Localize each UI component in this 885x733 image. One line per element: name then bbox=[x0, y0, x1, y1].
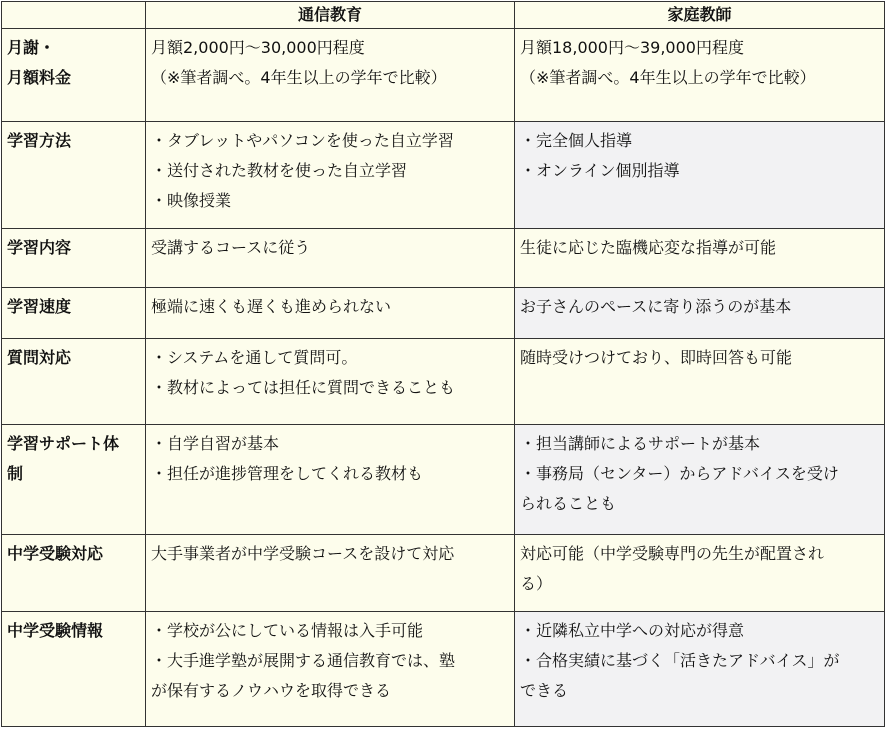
cell-correspondence bbox=[146, 122, 515, 229]
cell-home-tutor bbox=[515, 535, 885, 612]
table-row bbox=[2, 612, 885, 727]
row-label bbox=[2, 425, 146, 535]
row-label-line: 学習内容 bbox=[7, 238, 72, 257]
cell-line: 月額2,000円〜30,000円程度 bbox=[151, 38, 365, 57]
cell-line: 月額18,000円〜39,000円程度 bbox=[520, 38, 744, 57]
cell-line: ・近隣私立中学への対応が得意 bbox=[520, 621, 745, 640]
row-label bbox=[2, 29, 146, 122]
cell-line: ・学校が公にしている情報は入手可能 bbox=[151, 621, 424, 640]
cell-line: ・完全個人指導 bbox=[520, 131, 633, 150]
cell-correspondence bbox=[146, 229, 515, 288]
table-row bbox=[2, 122, 885, 229]
cell-line: ・事務局（センター）からアドバイスを受け bbox=[520, 464, 839, 483]
cell-line: ・教材によっては担任に質問できることも bbox=[151, 378, 456, 397]
row-label-line: 月額料金 bbox=[7, 68, 72, 87]
cell-line: できる bbox=[520, 681, 569, 700]
header-correspondence-education: 通信教育 bbox=[146, 2, 515, 29]
row-label-line: 学習速度 bbox=[7, 297, 72, 316]
row-label-line: 制 bbox=[7, 464, 24, 483]
cell-home-tutor bbox=[515, 229, 885, 288]
row-label-line: 中学受験対応 bbox=[7, 544, 104, 563]
table-row bbox=[2, 535, 885, 612]
cell-line: ・タブレットやパソコンを使った自立学習 bbox=[151, 131, 454, 150]
comparison-table bbox=[1, 1, 885, 727]
row-label bbox=[2, 535, 146, 612]
header-row bbox=[2, 2, 885, 29]
cell-correspondence bbox=[146, 288, 515, 339]
row-label bbox=[2, 288, 146, 339]
cell-line: ・合格実績に基づく「活きたアドバイス」が bbox=[520, 651, 840, 670]
cell-line: ・映像授業 bbox=[151, 191, 232, 210]
cell-line: ・担任が進捗管理をしてくれる教材も bbox=[151, 464, 424, 483]
cell-home-tutor bbox=[515, 425, 885, 535]
cell-home-tutor bbox=[515, 288, 885, 339]
cell-home-tutor bbox=[515, 612, 885, 727]
cell-line: ・オンライン個別指導 bbox=[520, 161, 680, 180]
cell-line: ・大手進学塾が展開する通信教育では、塾 bbox=[151, 651, 456, 670]
header-corner bbox=[2, 2, 146, 29]
cell-correspondence bbox=[146, 612, 515, 727]
cell-line: 随時受けつけており、即時回答も可能 bbox=[520, 348, 793, 367]
row-label-line: 学習方法 bbox=[7, 131, 72, 150]
row-label bbox=[2, 229, 146, 288]
cell-home-tutor bbox=[515, 122, 885, 229]
cell-line: られることも bbox=[520, 494, 617, 513]
row-label bbox=[2, 612, 146, 727]
table-row bbox=[2, 229, 885, 288]
cell-line: 大手事業者が中学受験コースを設けて対応 bbox=[151, 544, 455, 563]
table-row bbox=[2, 425, 885, 535]
cell-line: が保有するノウハウを取得できる bbox=[151, 681, 392, 700]
row-label-line: 学習サポート体 bbox=[7, 434, 120, 453]
cell-home-tutor bbox=[515, 29, 885, 122]
row-label-line: 中学受験情報 bbox=[7, 621, 104, 640]
cell-line: 生徒に応じた臨機応変な指導が可能 bbox=[520, 238, 777, 257]
cell-line: 受講するコースに従う bbox=[151, 238, 311, 257]
cell-line: ・送付された教材を使った自立学習 bbox=[151, 161, 408, 180]
cell-correspondence bbox=[146, 535, 515, 612]
cell-line: る） bbox=[520, 574, 553, 593]
cell-line: ・担当講師によるサポートが基本 bbox=[520, 434, 761, 453]
cell-line: お子さんのペースに寄り添うのが基本 bbox=[520, 297, 792, 316]
cell-line: 対応可能（中学受験専門の先生が配置され bbox=[520, 544, 825, 563]
cell-line: ・システムを通して質問可。 bbox=[151, 348, 358, 367]
row-label bbox=[2, 339, 146, 425]
cell-correspondence bbox=[146, 425, 515, 535]
cell-line: 極端に速くも遅くも進められない bbox=[151, 297, 392, 316]
table-row bbox=[2, 288, 885, 339]
cell-correspondence bbox=[146, 339, 515, 425]
table-row bbox=[2, 339, 885, 425]
cell-correspondence bbox=[146, 29, 515, 122]
row-label-line: 質問対応 bbox=[7, 348, 72, 367]
cell-line: ・自学自習が基本 bbox=[151, 434, 280, 453]
table-row bbox=[2, 29, 885, 122]
cell-home-tutor bbox=[515, 339, 885, 425]
header-home-tutor: 家庭教師 bbox=[515, 2, 885, 29]
cell-line: （※筆者調べ。4年生以上の学年で比較） bbox=[151, 68, 447, 87]
cell-line: （※筆者調べ。4年生以上の学年で比較） bbox=[520, 68, 816, 87]
row-label bbox=[2, 122, 146, 229]
row-label-line: 月謝・ bbox=[7, 38, 56, 57]
